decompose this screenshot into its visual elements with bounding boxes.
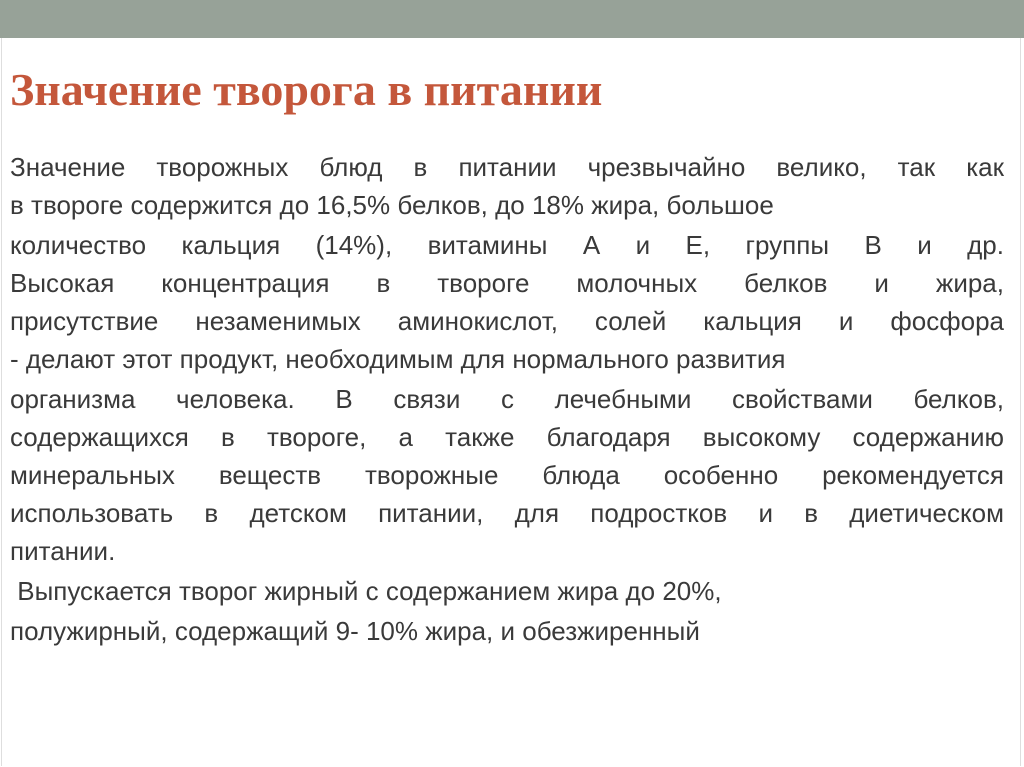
text-line: количество кальция (14%), витамины А и Е, группы В и др. xyxy=(10,230,1004,260)
text-line: Высокая концентрация в твороге молочных белков и жира, xyxy=(10,268,1004,298)
paragraph-4 xyxy=(10,572,1004,610)
text-line: Выпускается творог жирный с содержанием жира до 20%, xyxy=(10,576,722,606)
text-line: - делают этот продукт, необходимым для нормального развития xyxy=(10,344,786,374)
slide-title: Значение творога в питании xyxy=(10,64,603,115)
slide-body xyxy=(10,148,1004,650)
text-line: полужирный, содержащий 9- 10% жира, и обезжиренный xyxy=(10,616,700,646)
text-line: Значение творожных блюд в питании чрезвычайно велико, так как xyxy=(10,152,1004,182)
text-line: использовать в детском питании, для подростков и в диетическом xyxy=(10,498,1004,528)
text-line: организма человека. В связи с лечебными свойствами белков, xyxy=(10,384,1004,414)
paragraph-5 xyxy=(10,612,1004,650)
paragraph-1 xyxy=(10,148,1004,224)
text-line: минеральных веществ творожные блюда особенно рекомендуется xyxy=(10,460,1004,490)
text-line: содержащихся в твороге, а также благодаря высокому содержанию xyxy=(10,422,1004,452)
text-line: в твороге содержится до 16,5% белков, до 18% жира, большое xyxy=(10,190,774,220)
paragraph-2 xyxy=(10,226,1004,378)
paragraph-3 xyxy=(10,380,1004,570)
top-accent-bar xyxy=(0,0,1024,38)
text-line: питании. xyxy=(10,536,116,566)
text-line: присутствие незаменимых аминокислот, солей кальция и фосфора xyxy=(10,306,1004,336)
